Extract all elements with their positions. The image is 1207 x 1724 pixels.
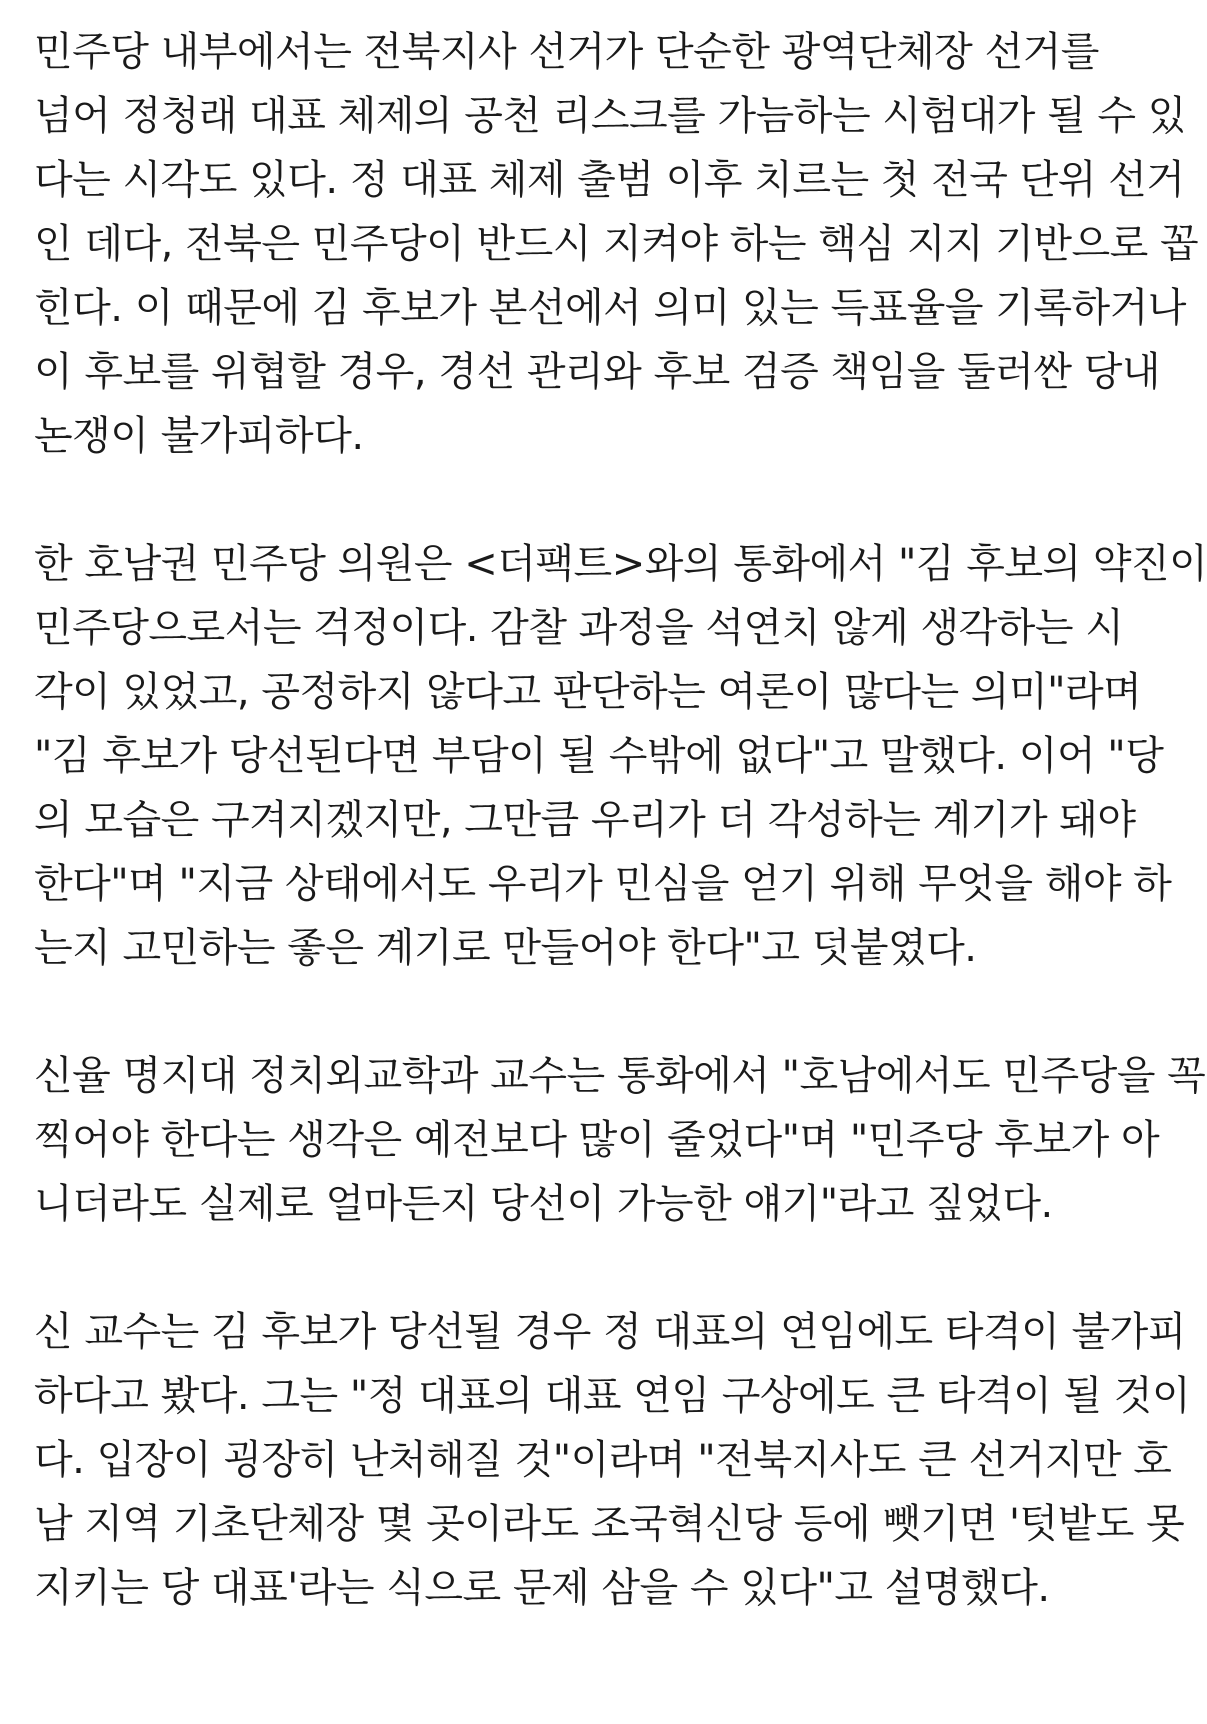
text-line: 힌다. 이 때문에 김 후보가 본선에서 의미 있는 득표율을 기록하거나 <box>34 285 1186 331</box>
paragraph-2 <box>34 532 1207 980</box>
text-line: 인 데다, 전북은 민주당이 반드시 지켜야 하는 핵심 지지 기반으로 꼽 <box>34 221 1199 267</box>
paragraph-4 <box>34 1300 1191 1620</box>
paragraph-1 <box>34 20 1199 468</box>
text-line: 한 호남권 민주당 의원은 <더팩트>와의 통화에서 "김 후보의 약진이 <box>34 541 1207 587</box>
text-line: 한다"며 "지금 상태에서도 우리가 민심을 얻기 위해 무엇을 해야 하 <box>34 861 1172 907</box>
text-line: 각이 있었고, 공정하지 않다고 판단하는 여론이 많다는 의미"라며 <box>34 669 1142 715</box>
text-line: 다는 시각도 있다. 정 대표 체제 출범 이후 치르는 첫 전국 단위 선거 <box>34 157 1185 203</box>
text-line: 다. 입장이 굉장히 난처해질 것"이라며 "전북지사도 큰 선거지만 호 <box>34 1437 1172 1483</box>
paragraph-3 <box>34 1044 1206 1236</box>
text-line: 논쟁이 불가피하다. <box>34 413 364 459</box>
text-line: 넘어 정청래 대표 체제의 공천 리스크를 가늠하는 시험대가 될 수 있 <box>34 93 1186 139</box>
text-line: 니더라도 실제로 얼마든지 당선이 가능한 얘기"라고 짚었다. <box>34 1181 1053 1227</box>
text-line: 민주당 내부에서는 전북지사 선거가 단순한 광역단체장 선거를 <box>34 29 1099 75</box>
text-line: 하다고 봤다. 그는 "정 대표의 대표 연임 구상에도 큰 타격이 될 것이 <box>34 1373 1191 1419</box>
text-line: 는지 고민하는 좋은 계기로 만들어야 한다"고 덧붙였다. <box>34 925 977 971</box>
text-line: 민주당으로서는 걱정이다. 감찰 과정을 석연치 않게 생각하는 시 <box>34 605 1124 651</box>
text-line: 찍어야 한다는 생각은 예전보다 많이 줄었다"며 "민주당 후보가 아 <box>34 1117 1160 1163</box>
text-line: 신 교수는 김 후보가 당선될 경우 정 대표의 연임에도 타격이 불가피 <box>34 1309 1186 1355</box>
text-line: 의 모습은 구겨지겠지만, 그만큼 우리가 더 각성하는 계기가 돼야 <box>34 797 1136 843</box>
text-line: "김 후보가 당선된다면 부담이 될 수밖에 없다"고 말했다. 이어 "당 <box>34 733 1164 779</box>
text-line: 신율 명지대 정치외교학과 교수는 통화에서 "호남에서도 민주당을 꼭 <box>34 1053 1206 1099</box>
text-line: 이 후보를 위협할 경우, 경선 관리와 후보 검증 책임을 둘러싼 당내 <box>34 349 1161 395</box>
text-line: 남 지역 기초단체장 몇 곳이라도 조국혁신당 등에 뺏기면 '텃밭도 못 <box>34 1501 1185 1547</box>
article-body <box>34 20 1207 1620</box>
text-line: 지키는 당 대표'라는 식으로 문제 삼을 수 있다"고 설명했다. <box>34 1565 1050 1611</box>
